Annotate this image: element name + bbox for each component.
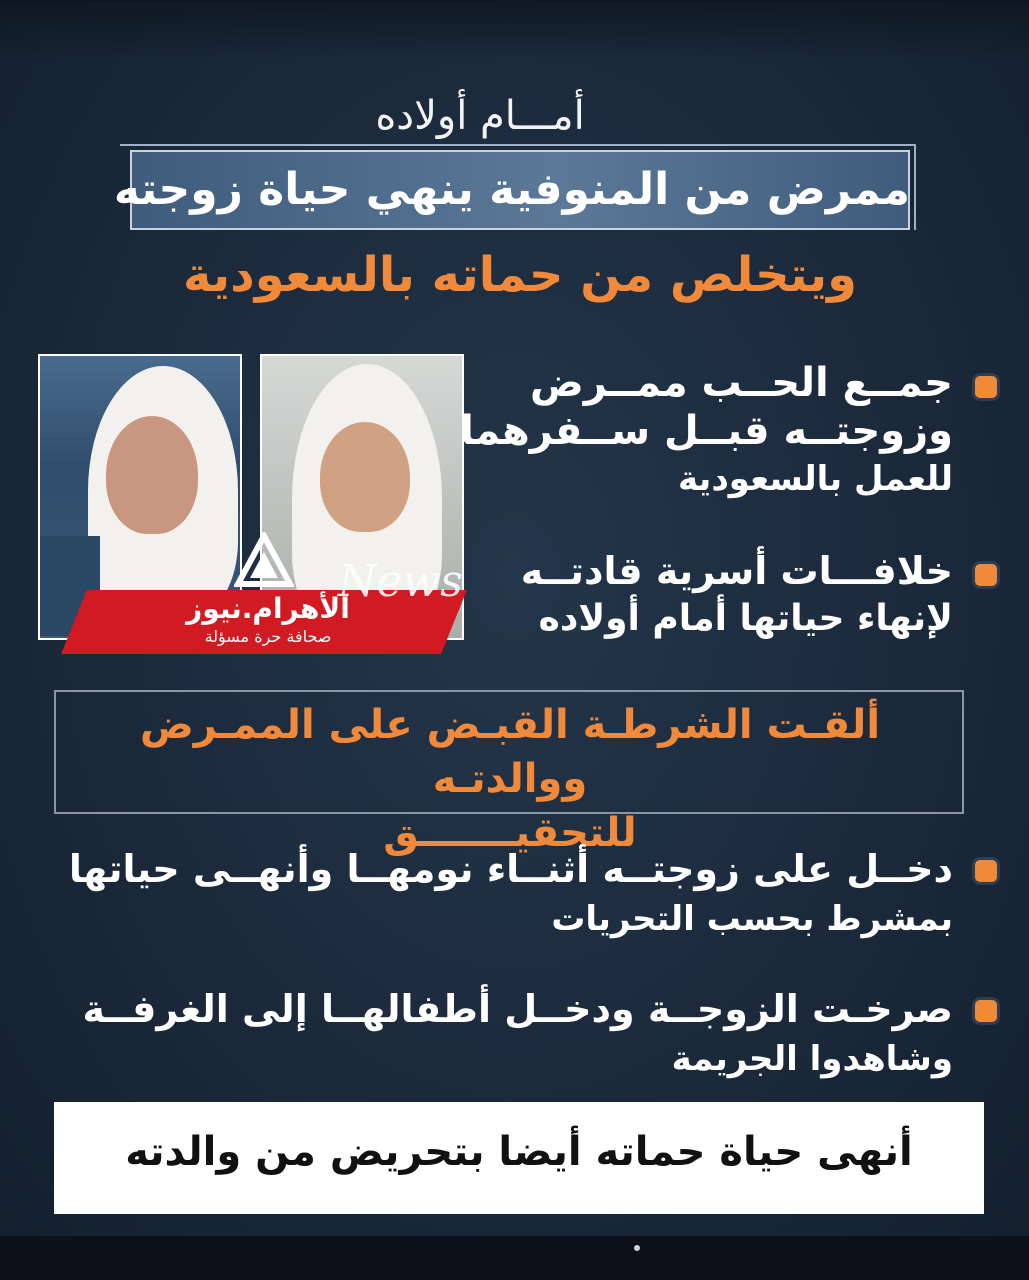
bullet-item [457, 360, 997, 500]
bullet-line: لإنهاء حياتها أمام أولاده [538, 598, 953, 639]
bullet-line: وشاهدوا الجريمة [671, 1039, 953, 1079]
news-watermark: News [338, 556, 463, 607]
footer-box [54, 1102, 984, 1214]
bullet-line: وزوجتــه قبــل ســفرهما [460, 408, 953, 454]
photo-collage [38, 354, 468, 654]
bullet-item [457, 548, 997, 644]
bullet-icon [975, 564, 997, 586]
top-shade [0, 0, 1029, 60]
bullet-icon [975, 1000, 997, 1022]
bullet-icon [975, 860, 997, 882]
bullet-line: خلافـــات أسرية قادتــه [520, 549, 953, 593]
notice-line: ألقـت الشرطـة القبـض على الممـرض ووالدتـه [139, 702, 881, 802]
dot-icon [634, 1245, 640, 1251]
face-shape [106, 416, 198, 534]
notice-line: للتحقيـــــــق [383, 810, 637, 856]
footer-text: أنهى حياة حماته أيضا بتحريض من والدته [125, 1129, 913, 1175]
bullet-icon [975, 376, 997, 398]
notice-box [54, 690, 964, 856]
bullet-line: دخــل على زوجتــه أثنــاء نومهــا وأنهــى حياتها [68, 847, 953, 891]
bullet-line: بمشرط بحسب التحريات [551, 899, 953, 939]
bullet-line: جمــع الحــب ممــرض [529, 360, 953, 406]
bottom-bar [0, 1236, 1029, 1280]
pyramid-logo-icon [234, 532, 294, 588]
face-shape [320, 422, 410, 532]
bullet-item [37, 846, 997, 946]
headline-text: ممرض من المنوفية ينهي حياة زوجته [113, 164, 910, 215]
bullet-line: للعمل بالسعودية [677, 459, 953, 499]
bullet-line: صرخـت الزوجــة ودخــل أطفالهــا إلى الغرفــة [82, 987, 953, 1031]
kicker-text: أمـــام أولاده [375, 93, 585, 139]
bullet-item [37, 986, 997, 1086]
logo-tagline: صحافة حرة مسؤلة [204, 627, 332, 646]
headline-banner [113, 150, 910, 230]
subheadline-text: ويتخلص من حماته بالسعودية [183, 247, 857, 303]
logo-name: الأهرام.نيوز [186, 592, 350, 625]
notice-text [76, 698, 944, 856]
